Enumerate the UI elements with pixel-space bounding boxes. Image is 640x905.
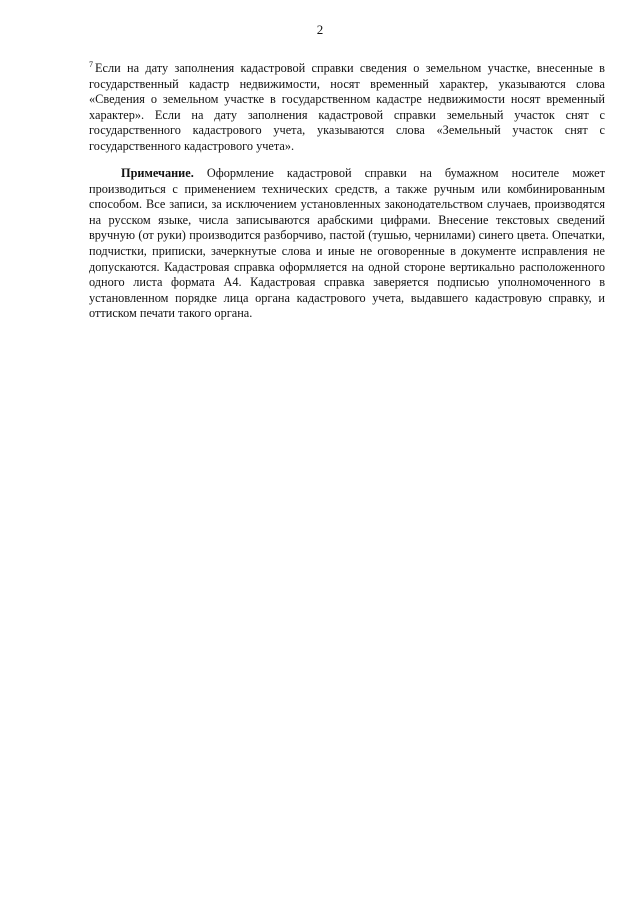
- footnote-text: Если на дату заполнения кадастровой справки сведения о земельном участке, внесенные в государственный кадастр недвижимости, носят временный характер, указываются слова «Сведения о земельном участке в государственном кадастре недвижимости носят временный характер». Если на дату заполнения кадастровой справки земельный участок снят с государственного кадастрового учета, указываются слова «Земельный участок снят с государственного кадастрового учета».: [89, 61, 605, 153]
- footnote-marker: 7: [89, 59, 93, 69]
- footnote-paragraph: [89, 61, 605, 155]
- note-label: Примечание.: [121, 166, 194, 180]
- note-paragraph: [89, 166, 605, 322]
- note-text: Оформление кадастровой справки на бумажном носителе может производиться с применением технических средств, а также ручным или комбинированным способом. Все записи, за исключением установленных законодательством случаев, производятся на русском языке, числа записываются арабскими цифрами. Внесение текстовых сведений вручную (от руки) производится разборчиво, пастой (тушью, чернилами) синего цвета. Опечатки, подчистки, приписки, зачеркнутые слова и иные не оговоренные в документе исправления не допускаются. Кадастровая справка оформляется на одной стороне вертикально расположенного одного листа формата А4. Кадастровая справка заверяется подписью уполномоченного в установленном порядке лица органа кадастрового учета, выдавшего кадастровую справку, и оттиском печати такого органа.: [89, 166, 605, 321]
- page-number: 2: [316, 22, 324, 37]
